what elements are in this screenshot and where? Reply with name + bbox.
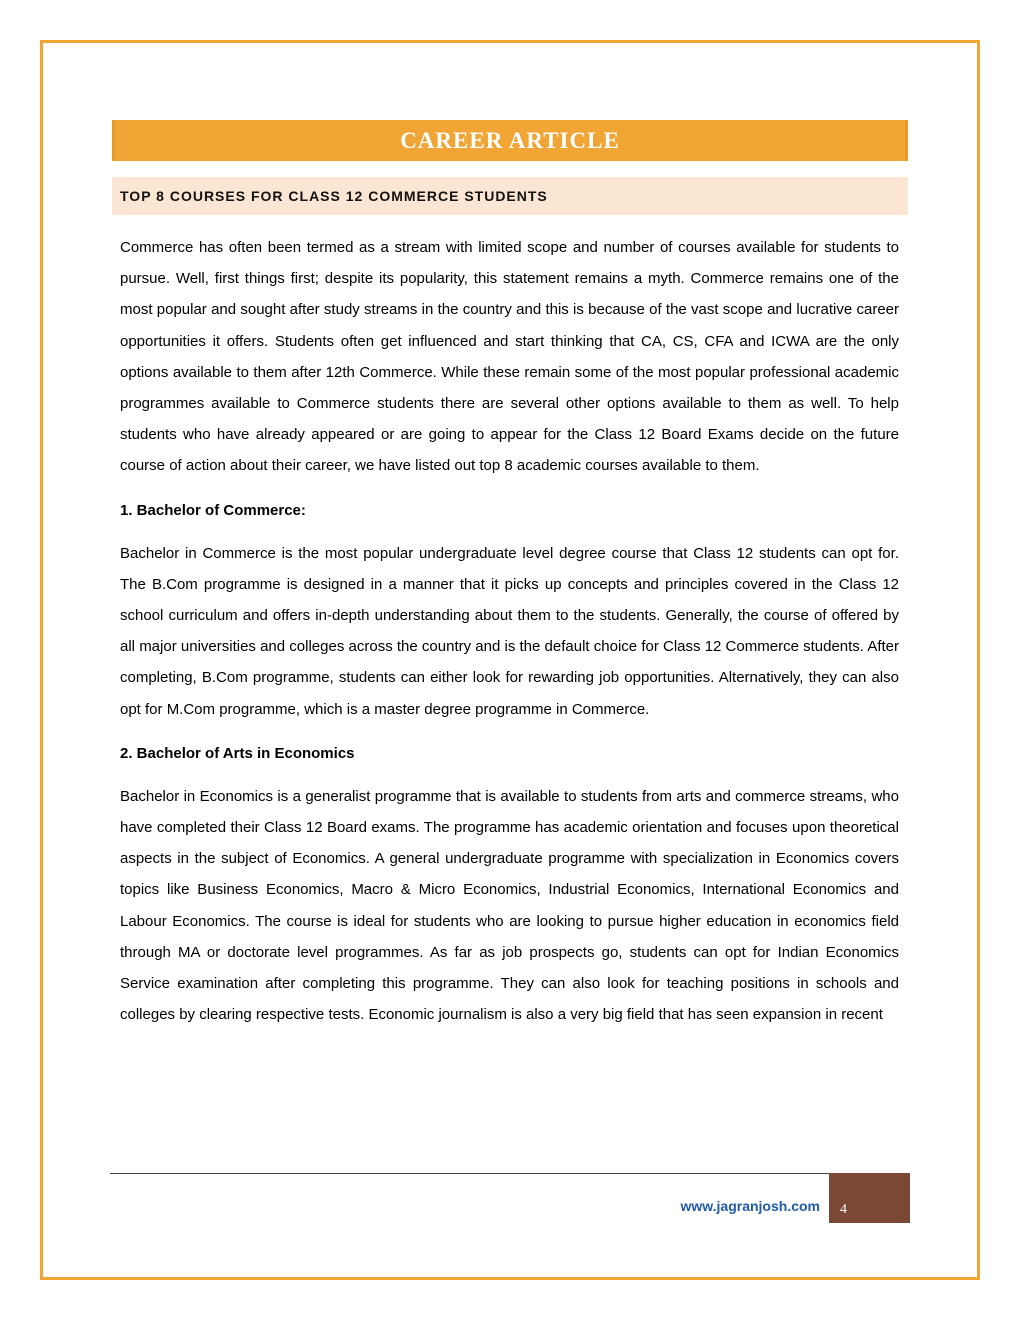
banner-title: CAREER ARTICLE — [400, 127, 620, 153]
article-subtitle-bar — [112, 177, 908, 215]
section-body-bcom: Bachelor in Commerce is the most popular undergraduate level degree course that Class 12 students can opt for. The B.Com programme is designed in a manner that it picks up concepts and principles covered in the Class 12 school curriculum and offers in-depth understanding about them to the students. Generally, the course of offered by all major universities and colleges across the country and is the default choice for Class 12 Commerce students. After completing, B.Com programme, students can either look for rewarding job opportunities. Alternatively, they can also opt for M.Com programme, which is a master degree programme in Commerce. — [120, 544, 899, 718]
section-body-ba-economics: Bachelor in Economics is a generalist programme that is available to students from arts and commerce streams, who have completed their Class 12 Board exams. The programme has academic orientation and focuses upon theoretical aspects in the subject of Economics. A general undergraduate programme with specialization in Economics covers topics like Business Economics, Macro & Micro Economics, Industrial Economics, International Economics and Labour Economics. The course is ideal for students who are looking to pursue higher education in economics field through MA or doctorate level programmes. As far as job prospects go, students can opt for Indian Economics Service examination after completing this programme. They can also look for teaching positions in schools and colleges by clearing respective tests. Economic journalism is also a very big field that has seen expansion in recent — [120, 787, 899, 1024]
intro-paragraph: Commerce has often been termed as a stream with limited scope and number of courses available for students to pursue. Well, first things first; despite its popularity, this statement remains a myth. Commerce remains one of the most popular and sought after study streams in the country and this is because of the vast scope and lucrative career opportunities it offers. Students often get influenced and start thinking that CA, CS, CFA and ICWA are the only options available to them after 12th Commerce. While these remain some of the most popular professional academic programmes available to Commerce students there are several other options available to them as well. To help students who have already appeared or are going to appear for the Class 12 Board Exams decide on the future course of action about their career, we have listed out top 8 academic courses available to them. — [120, 239, 899, 475]
footer-website-link[interactable]: www.jagranjosh.com — [680, 1198, 820, 1214]
section-heading-bcom: 1. Bachelor of Commerce: — [120, 501, 306, 519]
page-number: 4 — [840, 1202, 847, 1217]
article-body — [120, 232, 899, 1030]
page-number-box — [829, 1173, 910, 1223]
section-heading-ba-economics: 2. Bachelor of Arts in Economics — [120, 744, 355, 762]
footer-divider — [110, 1173, 830, 1174]
article-subtitle: TOP 8 COURSES FOR CLASS 12 COMMERCE STUDENTS — [120, 188, 548, 204]
career-article-banner — [112, 120, 908, 161]
